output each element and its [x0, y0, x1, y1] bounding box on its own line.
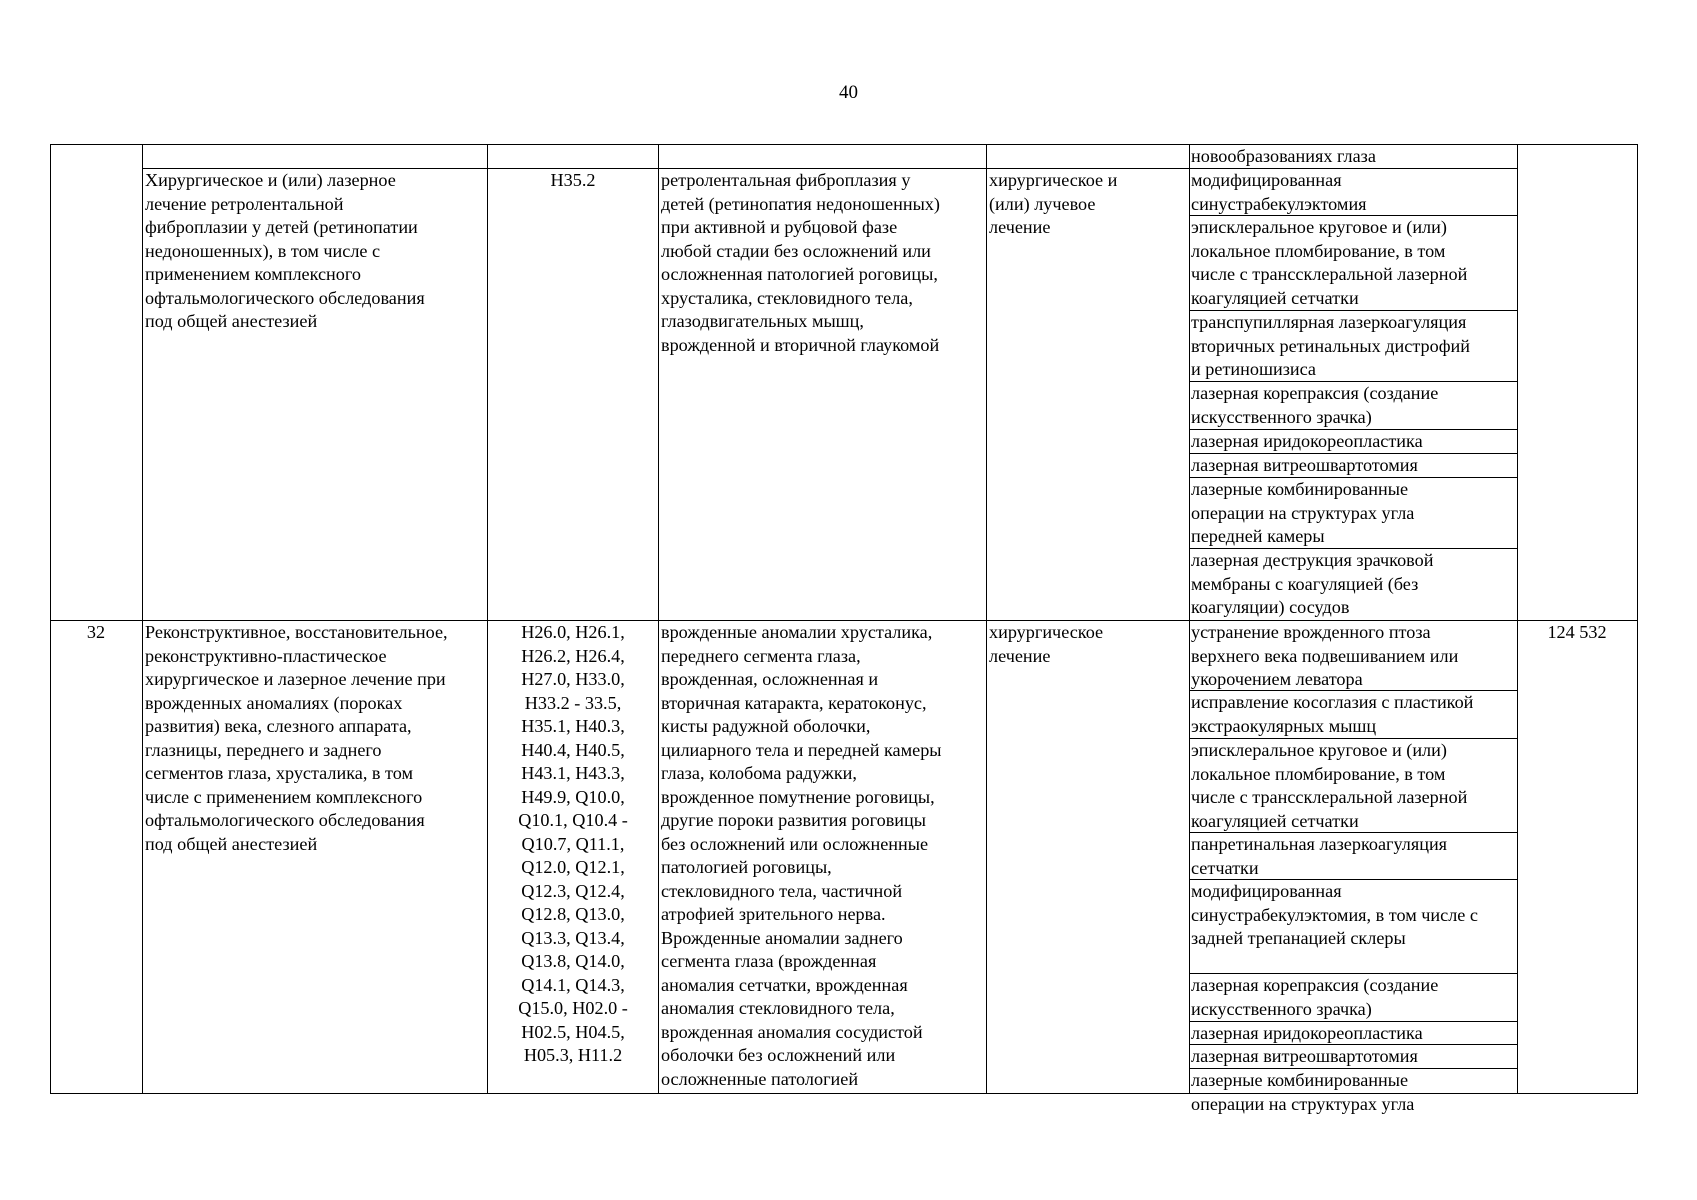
- row-b-codes: H26.0, H26.1, H26.2, H26.4, H27.0, H33.0, H33.2 - 33.5, H35.1, H40.3, H40.4, H40.5, H43.1, H43.3, H49.9, Q10.0, Q10.1, Q10.4 - Q10.7, Q11.1, Q12.0, Q12.1, Q12.3, Q12.4, Q12.8, Q13.0, Q13.3, Q13.4, Q13.8, Q14.0, Q14.1, Q14.3, Q15.0, H02.0 - H02.5, H04.5, H05.3, H11.2: [518, 622, 628, 1065]
- row-b-procedure: лазерные комбинированные операции на структурах угла: [1191, 1070, 1415, 1114]
- row-b-procedure: лазерная иридокореопластика: [1191, 1023, 1423, 1043]
- row-b-procedure: лазерная витреошвартотомия: [1191, 1046, 1418, 1066]
- row-b-procedure: исправление косоглазия с пластикой экстраокулярных мышц: [1191, 692, 1474, 736]
- row-a-treatment: хирургическое и (или) лучевое лечение: [989, 170, 1118, 237]
- row-a-procedure: лазерные комбинированные операции на структурах угла передней камеры: [1191, 479, 1415, 546]
- row-a-procedure: транспупиллярная лазеркоагуляция вторичных ретинальных дистрофий и ретиношизиса: [1191, 312, 1470, 379]
- row-a-codes: H35.2: [550, 170, 596, 190]
- row-a-model: ретролентальная фиброплазия у детей (ретинопатия недоношенных) при активной и рубцовой фазе любой стадии без осложнений или осложненная патологией роговицы, хрусталика, стекловидного тела, глазодвигательных мышц, врожденной и вторичной глаукомой: [661, 170, 940, 355]
- row-b-procedure: устранение врожденного птоза верхнего века подвешиванием или укорочением леватора: [1191, 622, 1459, 689]
- row-b-procedure: эписклеральное круговое и (или) локальное пломбирование, в том числе с транссклеральной лазерной коагуляцией сетчатки: [1191, 740, 1468, 831]
- row-b-procedure: лазерная корепраксия (создание искусственного зрачка): [1191, 975, 1439, 1019]
- row-a-procedure: лазерная витреошвартотомия: [1191, 455, 1418, 475]
- row-a-procedure: лазерная корепраксия (создание искусственного зрачка): [1191, 383, 1439, 427]
- row-a-name: Хирургическое и (или) лазерное лечение ретролентальной фиброплазии у детей (ретинопатии недоношенных), в том числе с применением комплексного офтальмологического обследования под общей анестезией: [145, 170, 425, 331]
- procedures-table: [50, 144, 1638, 1114]
- row-a-procedure: эписклеральное круговое и (или) локальное пломбирование, в том числе с транссклеральной лазерной коагуляцией сетчатки: [1191, 217, 1468, 308]
- procedure-continuation: новообразованиях глаза: [1191, 146, 1376, 166]
- row-a-procedure: лазерная иридокореопластика: [1191, 431, 1423, 451]
- row-b-cost: 124 532: [1547, 622, 1607, 642]
- row-a-procedure: лазерная деструкция зрачковой мембраны с коагуляцией (без коагуляции) сосудов: [1191, 550, 1434, 617]
- row-b-number: 32: [86, 622, 106, 642]
- row-b-procedure: панретинальная лазеркоагуляция сетчатки: [1191, 834, 1448, 878]
- row-b-model: врожденные аномалии хрусталика, переднего сегмента глаза, врожденная, осложненная и вторичная катаракта, кератоконус, кисты радужной оболочки, цилиарного тела и передней камеры глаза, колобома радужки, врожденное помутнение роговицы, другие пороки развития роговицы без осложнений или осложненные патологией роговицы, стекловидного тела, частичной атрофией зрительного нерва. Врожденные аномалии заднего сегмента глаза (врожденная аномалия сетчатки, врожденная аномалия стекловидного тела, врожденная аномалия сосудистой оболочки без осложнений или осложненные патологией: [661, 622, 942, 1089]
- row-b-treatment: хирургическое лечение: [989, 622, 1104, 666]
- row-b-procedure: модифицированная синустрабекулэктомия, в том числе с задней трепанацией склеры: [1191, 881, 1479, 948]
- page-number: 40: [839, 82, 858, 103]
- row-a-procedure: модифицированная синустрабекулэктомия: [1191, 170, 1367, 214]
- row-b-name: Реконструктивное, восстановительное, реконструктивно-пластическое хирургическое и лазерное лечение при врожденных аномалиях (пороках развития) века, слезного аппарата, глазницы, переднего и заднего сегментов глаза, хрусталика, в том числе с применением комплексного офтальмологического обследования под общей анестезией: [145, 622, 448, 854]
